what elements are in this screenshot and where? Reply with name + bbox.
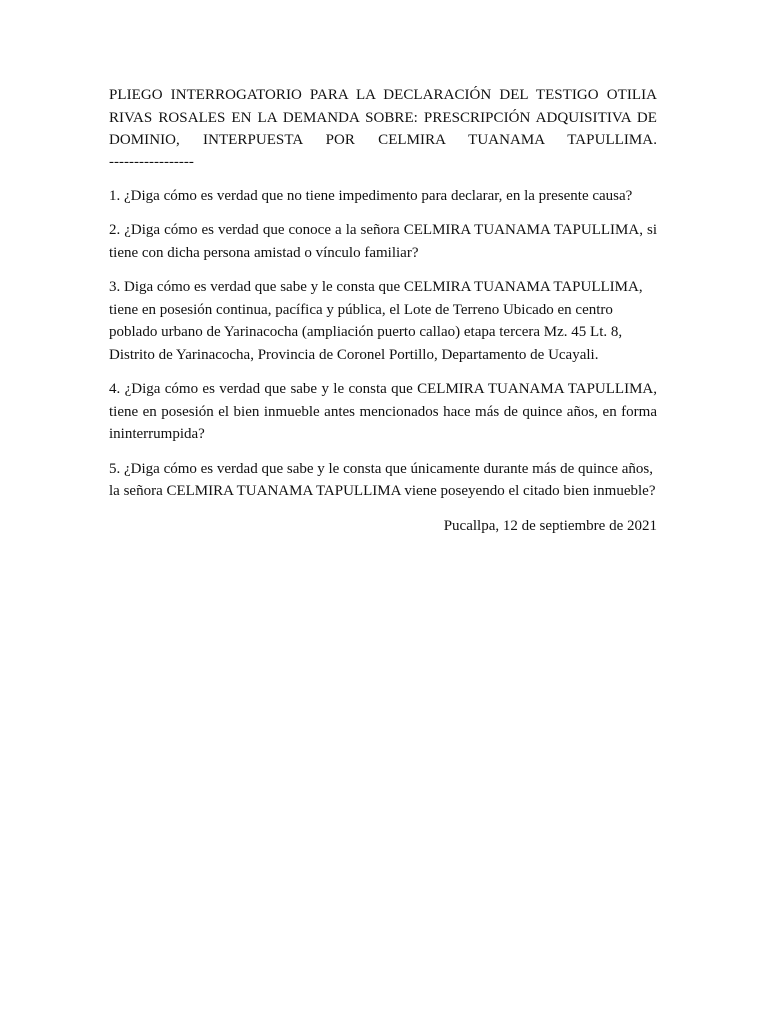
question-3: 3. Diga cómo es verdad que sabe y le consta que CELMIRA TUANAMA TAPULLIMA, tiene en posesión continua, pacífica y pública, el Lote de Terreno Ubicado en centro poblado urbano de Yarinacocha (ampliación puerto callao) etapa tercera Mz. 45 Lt. 8, Distrito de Yarinacocha, Provincia de Coronel Portillo, Departamento de Ucayali. [109,279,643,363]
place-and-date: Pucallpa, 12 de septiembre de 2021 [443,517,657,534]
question-4: 4. ¿Diga cómo es verdad que sabe y le consta que CELMIRA TUANAMA TAPULLIMA, tiene en posesión el bien inmueble antes mencionados hace más de quince años, en forma ininterrumpida? [109,381,657,442]
document-page [109,84,657,537]
heading-dashes: ----------------- [109,153,194,170]
question-5: 5. ¿Diga cómo es verdad que sabe y le consta que únicamente durante más de quince años, la señora CELMIRA TUANAMA TAPULLIMA viene poseyendo el citado bien inmueble? [109,460,656,499]
document-heading: PLIEGO INTERROGATORIO PARA LA DECLARACIÓN DEL TESTIGO OTILIA RIVAS ROSALES EN LA DEMANDA SOBRE: PRESCRIPCIÓN ADQUISITIVA DE DOMINIO, INTERPUESTA POR CELMIRA TUANAMA TAPULLIMA. [109,87,657,148]
question-2: 2. ¿Diga cómo es verdad que conoce a la señora CELMIRA TUANAMA TAPULLIMA, si tiene con dicha persona amistad o vínculo familiar? [109,222,657,261]
question-1: 1. ¿Diga cómo es verdad que no tiene impedimento para declarar, en la presente causa? [109,187,633,204]
